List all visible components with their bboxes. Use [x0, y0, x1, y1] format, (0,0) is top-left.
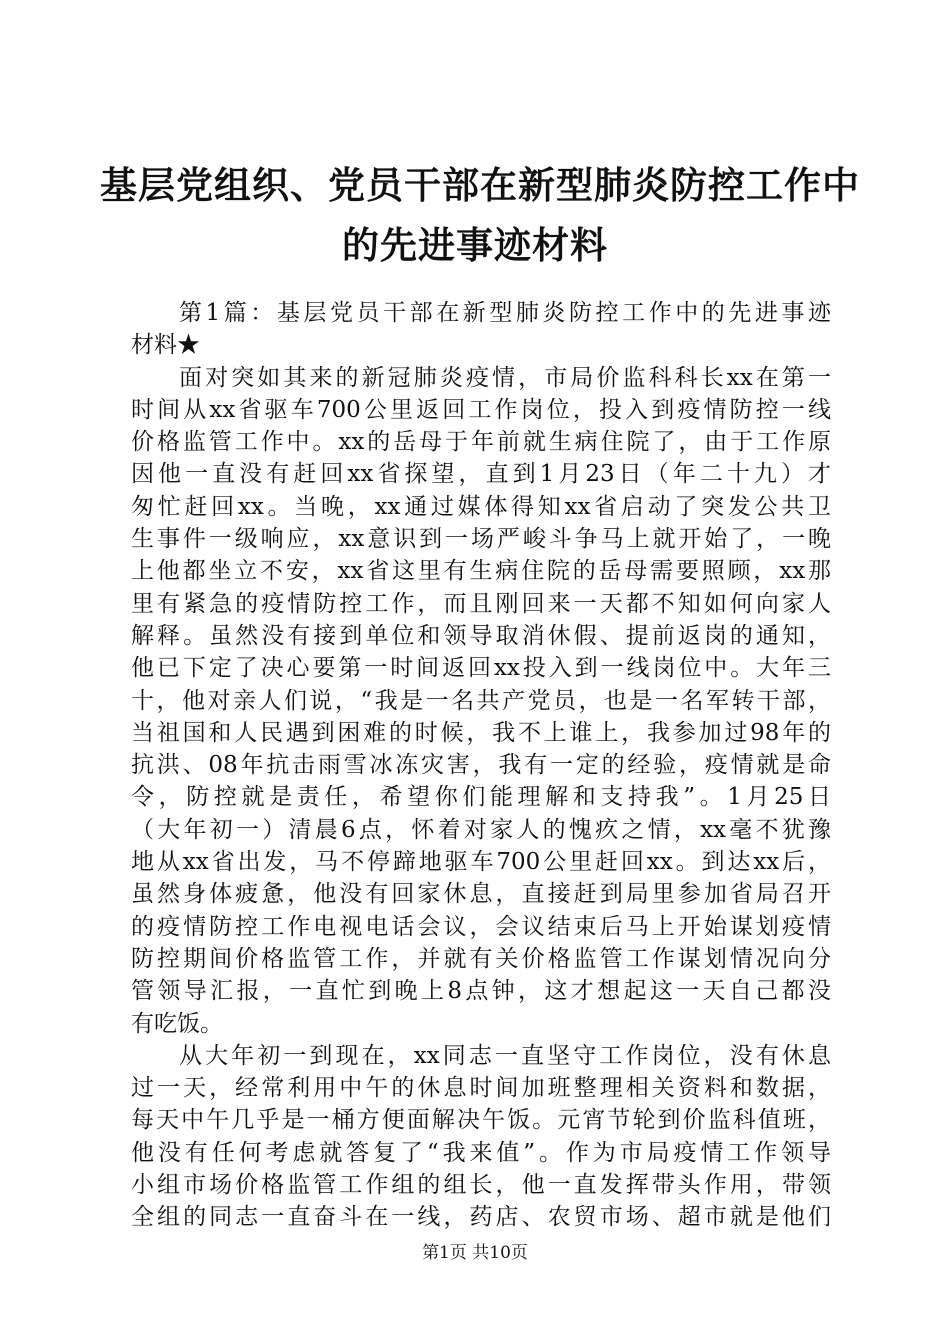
body-text-line: 令，防控就是责任，希望你们能理解和支持我”。1月25日	[131, 784, 831, 811]
body-text-line: 有吃饭。	[131, 1010, 223, 1037]
document-body	[131, 297, 831, 1234]
body-text-line: 里有紧急的疫情防控工作，而且刚回来一天都不知如何向家人	[131, 590, 831, 617]
body-text-line: 的疫情防控工作电视电话会议，会议结束后马上开始谋划疫情	[131, 913, 831, 940]
body-text-line: 当祖国和人民遇到困难的时候，我不上谁上，我参加过98年的	[131, 719, 831, 746]
body-text-line: 地从xx省出发，马不停蹄地驱车700公里赶回xx。到达xx后，	[131, 849, 831, 876]
body-text-line: 十，他对亲人们说，“我是一名共产党员，也是一名军转干部，	[131, 687, 831, 714]
document-title-line-2: 的先进事迹材料	[342, 223, 608, 267]
page-footer: 第1页 共10页	[422, 1243, 528, 1263]
body-text-line: 因他一直没有赶回xx省探望，直到1月23日（年二十九）才	[131, 461, 831, 488]
body-text-line: 时间从xx省驱车700公里返回工作岗位，投入到疫情防控一线	[131, 396, 831, 423]
body-text-line: 价格监管工作中。xx的岳母于年前就生病住院了，由于工作原	[131, 429, 831, 456]
body-text-line: 材料★	[131, 332, 200, 359]
body-text-line: 他已下定了决心要第一时间返回xx投入到一线岗位中。大年三	[131, 655, 831, 682]
body-text-line: 匆忙赶回xx。当晚，xx通过媒体得知xx省启动了突发公共卫	[131, 493, 831, 520]
body-text-line: 解释。虽然没有接到单位和领导取消休假、提前返岗的通知，	[131, 622, 831, 649]
body-text-line: 生事件一级响应，xx意识到一场严峻斗争马上就开始了，一晚	[131, 526, 831, 553]
body-text-line: 管领导汇报，一直忙到晚上8点钟，这才想起这一天自己都没	[131, 978, 831, 1005]
document-title-line-1: 基层党组织、党员干部在新型肺炎防控工作中	[100, 163, 860, 207]
body-text-line: （大年初一）清晨6点，怀着对家人的愧疚之情，xx毫不犹豫	[131, 816, 831, 843]
body-text-line: 防控期间价格监管工作，并就有关价格监管工作谋划情况向分	[131, 945, 831, 972]
body-text-line: 他没有任何考虑就答复了“我来值”。作为市局疫情工作领导	[131, 1139, 831, 1166]
body-text-line: 上他都坐立不安，xx省这里有生病住院的岳母需要照顾，xx那	[131, 558, 831, 585]
body-text-line: 面对突如其来的新冠肺炎疫情，市局价监科科长xx在第一	[179, 364, 831, 391]
body-text-line: 虽然身体疲惫，他没有回家休息，直接赶到局里参加省局召开	[131, 881, 831, 908]
body-text-line: 小组市场价格监管工作组的组长，他一直发挥带头作用，带领	[131, 1172, 831, 1199]
body-text-line: 抗洪、08年抗击雨雪冰冻灾害，我有一定的经验，疫情就是命	[131, 752, 831, 779]
body-text-line: 从大年初一到现在，xx同志一直坚守工作岗位，没有休息	[179, 1042, 831, 1069]
body-text-line: 过一天，经常利用中午的休息时间加班整理相关资料和数据，	[131, 1075, 831, 1102]
body-text-line: 全组的同志一直奋斗在一线，药店、农贸市场、超市就是他们	[131, 1204, 831, 1231]
body-text-line: 每天中午几乎是一桶方便面解决午饭。元宵节轮到价监科值班，	[131, 1107, 831, 1134]
body-text-line: 第1篇：基层党员干部在新型肺炎防控工作中的先进事迹	[179, 300, 831, 326]
